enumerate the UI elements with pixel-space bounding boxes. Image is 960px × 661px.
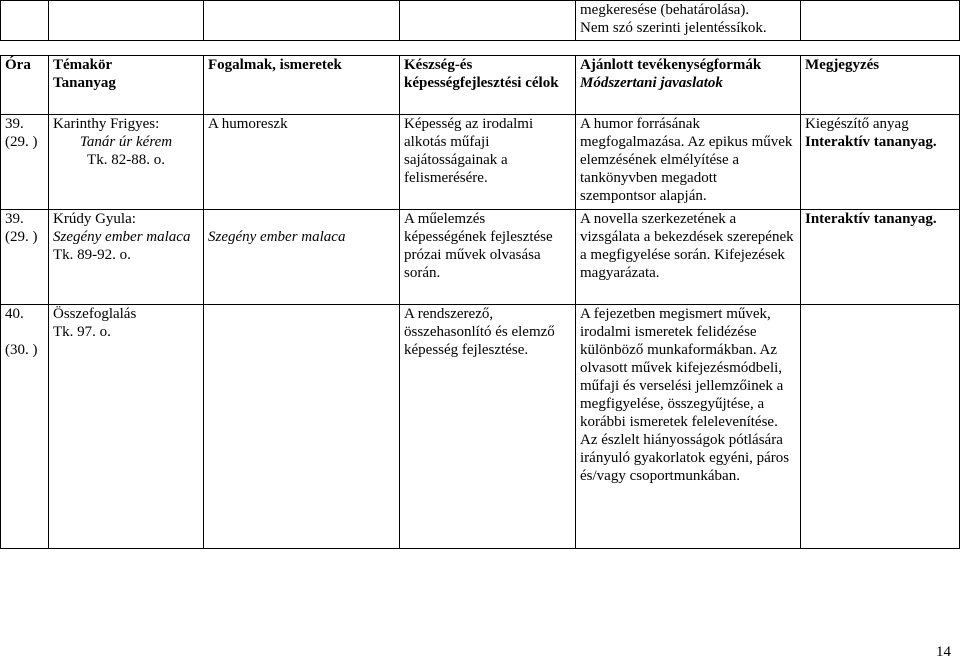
activity-cell bbox=[576, 210, 801, 305]
note-cell bbox=[801, 115, 960, 210]
header-ora bbox=[1, 56, 49, 115]
ora-date: (29. ) bbox=[5, 229, 38, 245]
topic-author: Összefoglalás bbox=[53, 306, 137, 322]
table-row bbox=[1, 305, 960, 549]
header-keszseg bbox=[400, 56, 576, 115]
ora-date: (29. ) bbox=[5, 134, 38, 150]
topic-author: Karinthy Frigyes: bbox=[53, 116, 160, 132]
header-modszertani-text: Módszertani javaslatok bbox=[580, 75, 723, 91]
activity-continuation-line-1: megkeresése (behatárolása). bbox=[580, 2, 750, 18]
header-ajanlott bbox=[576, 56, 801, 115]
topic-pages: Tk. 82-88. o. bbox=[87, 152, 165, 168]
topic-cell bbox=[49, 115, 204, 210]
continuation-row bbox=[1, 1, 960, 41]
table-row bbox=[1, 115, 960, 210]
header-ajanlott-text: Ajánlott tevékenységformák bbox=[580, 57, 762, 73]
concept-cell bbox=[204, 305, 400, 549]
topic-cell bbox=[49, 210, 204, 305]
skill-cell bbox=[400, 115, 576, 210]
header-temakor-text: Témakör bbox=[53, 57, 113, 73]
ora-cell bbox=[1, 210, 49, 305]
activity-text: A fejezetben megismert művek, irodalmi ismeretek felidézése különböző munkaformákban. Az olvasott művek kifejezésmódbeli, műfaji és verselési jellemzőinek a megfigyelése, összegyűjtése, a korábbi ismeretek felelevenítése. Az észlelt hiányosságok pótlására irányuló gyakorlatok egyéni, páros és/vagy csoportmunkában. bbox=[580, 306, 790, 484]
activity-text: A novella szerkezetének a vizsgálata a bekezdések szerepének a megfigyelése során. Kifejezések magyarázata. bbox=[580, 211, 794, 281]
skill-text: Képesség az irodalmi alkotás műfaji sajátosságainak a felismerésére. bbox=[404, 116, 534, 186]
cell-empty bbox=[1, 1, 49, 41]
header-keszseg-text: Készség-és képességfejlesztési célok bbox=[404, 57, 559, 91]
table-row bbox=[1, 210, 960, 305]
topic-pages: Tk. 97. o. bbox=[53, 324, 111, 340]
page-number: 14 bbox=[936, 644, 951, 660]
note-cell bbox=[801, 210, 960, 305]
lesson-plan-table bbox=[0, 55, 960, 549]
cell-empty bbox=[400, 1, 576, 41]
activity-text: A humor forrásának megfogalmazása. Az epikus művek elemzésének elmélyítése a tankönyvben megadott szempontsor alapján. bbox=[580, 116, 793, 204]
header-temakor bbox=[49, 56, 204, 115]
cell-empty bbox=[204, 1, 400, 41]
header-ora-text: Óra bbox=[5, 57, 31, 73]
topic-title: Szegény ember malaca bbox=[53, 229, 191, 245]
activity-continuation-line-2: Nem szó szerinti jelentéssíkok. bbox=[580, 20, 767, 36]
header-megjegyzes-text: Megjegyzés bbox=[805, 57, 880, 73]
note-cell bbox=[801, 305, 960, 549]
cell-empty bbox=[801, 1, 960, 41]
concept-text: Szegény ember malaca bbox=[208, 229, 346, 245]
activity-continuation-cell bbox=[576, 1, 801, 41]
topic-pages: Tk. 89-92. o. bbox=[53, 247, 131, 263]
header-megjegyzes bbox=[801, 56, 960, 115]
header-row bbox=[1, 56, 960, 115]
activity-cell bbox=[576, 115, 801, 210]
concept-text: A humoreszk bbox=[208, 116, 288, 132]
header-tananyag-text: Tananyag bbox=[53, 75, 116, 91]
ora-cell bbox=[1, 305, 49, 549]
continuation-table bbox=[0, 0, 960, 41]
activity-cell bbox=[576, 305, 801, 549]
topic-author: Krúdy Gyula: bbox=[53, 211, 136, 227]
ora-cell bbox=[1, 115, 49, 210]
ora-number: 39. bbox=[5, 116, 24, 132]
concept-cell bbox=[204, 115, 400, 210]
concept-cell bbox=[204, 210, 400, 305]
ora-number: 40. bbox=[5, 306, 24, 322]
header-fogalmak-text: Fogalmak, ismeretek bbox=[208, 57, 342, 73]
skill-text: A rendszerező, összehasonlító és elemző képesség fejlesztése. bbox=[404, 306, 555, 358]
note-interactive-text: Interaktív tananyag. bbox=[805, 211, 937, 227]
topic-title: Tanár úr kérem bbox=[79, 134, 173, 150]
note-text: Kiegészítő anyag bbox=[805, 116, 909, 132]
topic-cell bbox=[49, 305, 204, 549]
cell-empty bbox=[49, 1, 204, 41]
note-interactive-text: Interaktív tananyag. bbox=[805, 134, 937, 150]
ora-number: 39. bbox=[5, 211, 24, 227]
header-fogalmak bbox=[204, 56, 400, 115]
skill-cell bbox=[400, 210, 576, 305]
ora-date: (30. ) bbox=[5, 342, 38, 358]
skill-text: A műelemzés képességének fejlesztése prózai művek olvasása során. bbox=[404, 211, 553, 281]
skill-cell bbox=[400, 305, 576, 549]
